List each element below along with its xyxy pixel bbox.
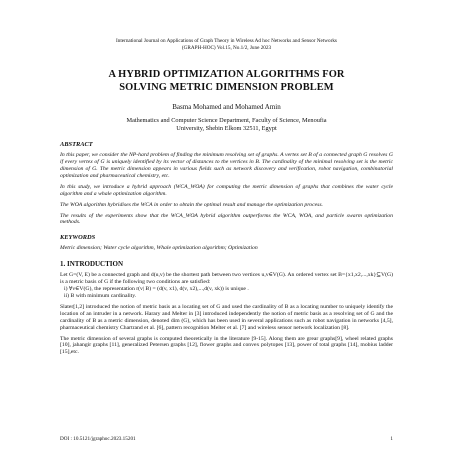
keywords-text: Metric dimension; Water cycle algorithm, Whale optimization algorithm; Optimization xyxy=(60,245,258,252)
journal-line-1: International Journal on Applications of Graph Theory in Wireless Ad hoc Networks and Sensor Networks xyxy=(116,38,337,44)
abstract-paragraph-3: The WOA algorithm hybridises the WCA in order to obtain the optimal result and manage the optimization process. xyxy=(60,201,323,208)
journal-line-2: (GRAPH-HOC) Vol.15, No.1/2, June 2023 xyxy=(181,44,272,51)
abstract-heading: ABSTRACT xyxy=(60,141,93,149)
introduction-paragraph-3: The metric dimension of several graphs is computed theoretically in the literature [9-15]. Along them are grear graphs[9], wheel related graphs [10], jahangir graphs [11], generalized Petersen graphs [12], flower graphs and convex polytopes [13], power of total graphs [14], mobius ladder [15],etc. xyxy=(60,335,393,356)
condition-item-1: i) ∀v∈V(G), the representation r(v| B) = (d(v, x1), d(v, x2),...,d(v, xk)) is unique . xyxy=(64,286,249,293)
doi-text: DOI : 10.5121/jgraphoc.2023.15201 xyxy=(60,436,136,442)
authors: Basma Mohamed and Mohamed Amin xyxy=(172,103,281,112)
title-line-1: A HYBRID OPTIMIZATION ALGORITHMS FOR xyxy=(108,69,345,81)
page-number: 1 xyxy=(390,436,393,442)
paper-title xyxy=(60,68,393,94)
introduction-heading: 1. INTRODUCTION xyxy=(60,260,124,269)
condition-item-2: ii) B with minimum cardinality. xyxy=(64,292,137,299)
title-line-2: SOLVING METRIC DIMENSION PROBLEM xyxy=(119,82,334,94)
abstract-paragraph-2: In this study, we introduce a hybrid approach (WCA_WOA) for computing the metric dimension of graphs that combines the water cycle algorithm and a whale optimization algorithm. xyxy=(60,183,393,197)
keywords-heading: KEYWORDS xyxy=(60,234,96,242)
introduction-paragraph-2: Slater[1,2] introduced the notion of metric basis as a locating set of G and used the cardinality of B as a locating number to uniquely identify the location of an intruder in a network. Harary and Melter in [3] introduced independently the notion of metric basis as a resolving set of G and the cardinality of B as a metric dimension, denoted dim (G), which has been used in several applications such as robot navigation in networks [4,5], pharmaceutical chemistry Chartrand et al. [6], pattern recognition Melter et al. [7] and wireless sensor network localization [8]. xyxy=(60,303,393,331)
page-footer xyxy=(60,436,393,442)
journal-header xyxy=(60,38,393,51)
abstract-paragraph-4: The results of the experiments show that the WCA_WOA hybrid algorithm outperforms the WCA, WOA, and particle swarm optimization methods. xyxy=(60,212,393,226)
affiliation-line-2: University, Shebin Elkom 32511, Egypt xyxy=(176,125,277,133)
affiliation xyxy=(60,117,393,133)
introduction-paragraph-1: Let G=(V, E) be a connected graph and d(u,v) be the shortest path between two vertices u,v∈V(G). An ordered vertex set B={x1,x2,...,xk}⊆V(G) is a metric basis of G if the following two conditions are satisfied: xyxy=(60,272,393,286)
abstract-paragraph-1: In this paper, we consider the NP-hard problem of finding the minimum resolving set of graphs. A vertex set B of a connected graph G resolves G if every vertex of G is uniquely identified by its vector of distances to the vertices in B. The cardinality of the minimal resolving set is the metric dimension of G. The metric dimension appears in various fields such as network discovery and verification, robot navigation, combinatorial optimization and pharmaceutical chemistry, etc. xyxy=(60,152,393,179)
affiliation-line-1: Mathematics and Computer Science Department, Faculty of Science, Menoufia xyxy=(126,117,327,125)
